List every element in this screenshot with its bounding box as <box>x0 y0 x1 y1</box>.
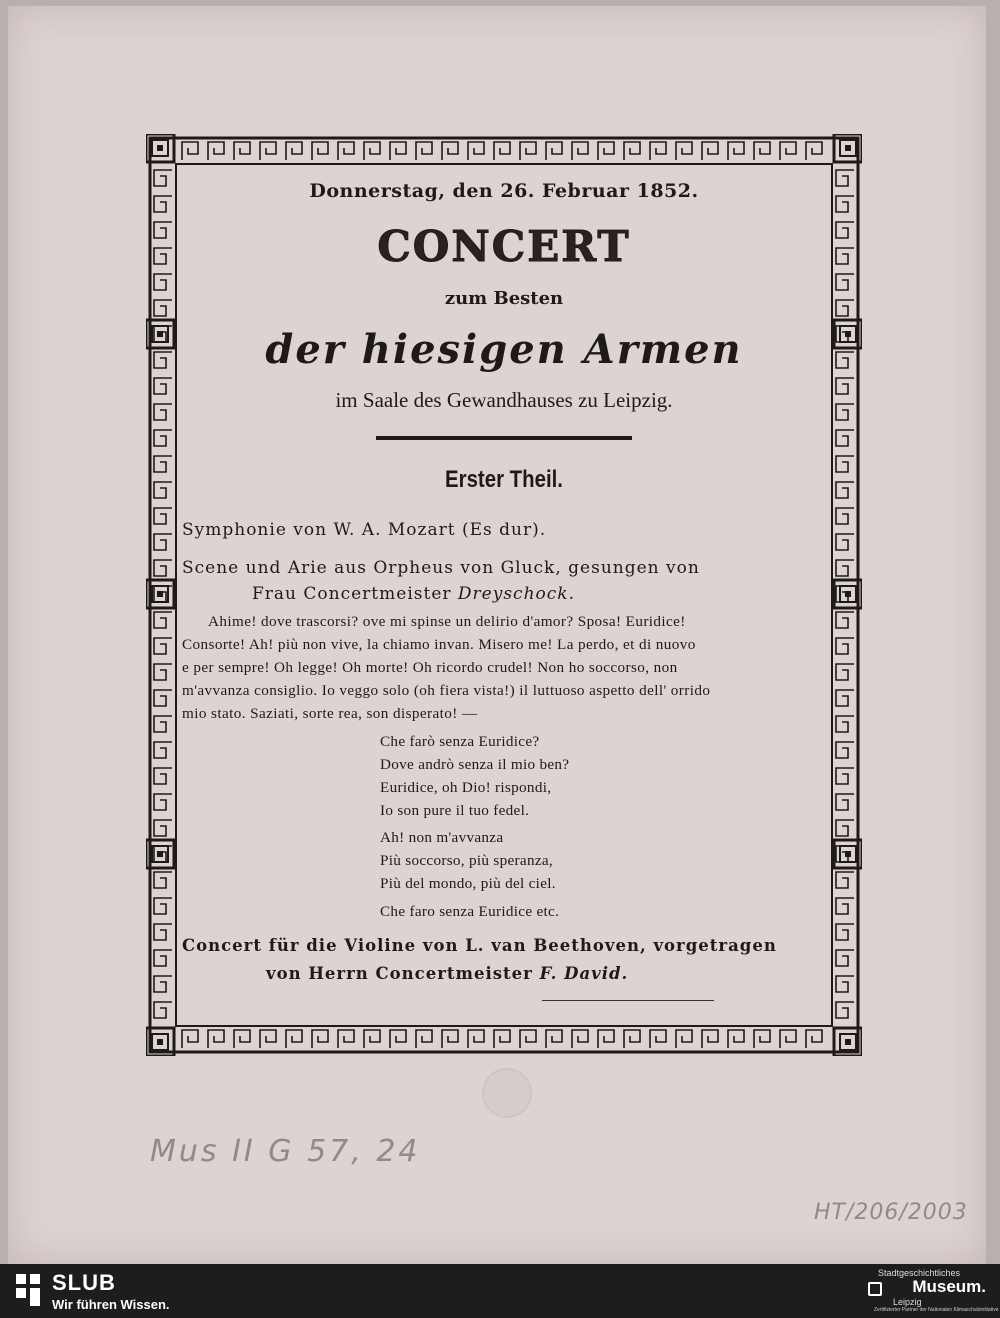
border-key-ornament <box>836 690 854 706</box>
border-key-ornament <box>208 1030 224 1048</box>
border-key-ornament <box>836 950 854 966</box>
border-key-ornament <box>234 142 250 160</box>
border-key-ornament <box>836 508 854 524</box>
border-key-ornament <box>836 456 854 472</box>
performer-name: Dreyschock. <box>457 584 575 604</box>
recitative-line: mio stato. Saziati, sorte rea, son disperato! — <box>182 705 478 722</box>
border-key-ornament <box>154 924 172 940</box>
border-key-ornament <box>546 142 562 160</box>
border-key-ornament <box>572 1030 588 1048</box>
border-key-ornament <box>836 898 854 914</box>
recitative-line: m'avvanza consiglio. Io veggo solo (oh fiera vista!) il luttuoso aspetto dell' orrido <box>182 682 711 699</box>
library-tagline: Wir führen Wissen. <box>52 1297 170 1312</box>
verse-line: Io son pure il tuo fedel. <box>380 802 530 819</box>
aria-verse-2 <box>380 826 556 895</box>
aria-verse-1 <box>380 730 569 822</box>
border-key-ornament <box>468 142 484 160</box>
border-key-ornament <box>234 1030 250 1048</box>
border-key-ornament <box>154 534 172 550</box>
border-key-ornament <box>650 142 666 160</box>
border-key-ornament <box>836 768 854 784</box>
border-key-ornament <box>154 716 172 732</box>
border-key-ornament <box>702 142 718 160</box>
border-key-ornament <box>546 1030 562 1048</box>
border-key-ornament <box>154 456 172 472</box>
border-key-ornament <box>836 872 854 888</box>
border-key-ornament <box>154 950 172 966</box>
library-name: SLUB <box>52 1270 116 1295</box>
border-key-ornament <box>154 664 172 680</box>
border-key-ornament <box>836 742 854 758</box>
border-key-ornament <box>702 1030 718 1048</box>
border-key-ornament <box>624 142 640 160</box>
border-key-ornament <box>312 142 328 160</box>
border-key-ornament <box>836 430 854 446</box>
recitative-line: Consorte! Ah! più non vive, la chiamo invan. Misero me! La perdo, et di nuovo <box>182 636 696 653</box>
border-key-ornament <box>154 898 172 914</box>
border-key-ornament <box>468 1030 484 1048</box>
border-key-ornament <box>154 508 172 524</box>
border-key-ornament <box>520 1030 536 1048</box>
border-key-ornament <box>154 742 172 758</box>
verse-line: Più soccorso, più speranza, <box>380 852 554 869</box>
border-key-ornament <box>754 1030 770 1048</box>
border-key-ornament <box>154 976 172 992</box>
border-key-ornament <box>598 142 614 160</box>
border-key-ornament <box>598 1030 614 1048</box>
border-key-ornament <box>728 142 744 160</box>
border-key-ornament <box>154 482 172 498</box>
border-key-ornament <box>260 142 276 160</box>
border-key-ornament <box>442 1030 458 1048</box>
border-key-ornament <box>154 794 172 810</box>
border-key-ornament <box>154 560 172 576</box>
museum-label: Stadtgeschichtliches <box>877 1268 960 1278</box>
border-key-ornament <box>836 638 854 654</box>
border-key-ornament <box>182 1030 198 1048</box>
border-key-ornament <box>416 142 432 160</box>
border-key-ornament <box>442 142 458 160</box>
museum-city: Leipzig <box>893 1297 922 1307</box>
border-key-ornament <box>676 1030 692 1048</box>
border-key-ornament <box>494 1030 510 1048</box>
border-key-ornament <box>676 142 692 160</box>
recipients-line: der hiesigen Armen <box>265 326 743 373</box>
library-stamp <box>482 1068 532 1118</box>
performer-name: F. David. <box>539 964 629 983</box>
poster-page <box>8 6 986 1264</box>
border-key-ornament <box>260 1030 276 1048</box>
short-divider <box>542 1000 714 1001</box>
aria-verse-3: Che faro senza Euridice etc. <box>380 903 560 920</box>
verse-line: Euridice, oh Dio! rispondi, <box>380 779 552 796</box>
shelfmark-annotation: Mus II G 57, 24 <box>150 1134 421 1169</box>
border-key-ornament <box>836 924 854 940</box>
border-key-ornament <box>154 430 172 446</box>
border-key-ornament <box>836 612 854 628</box>
program-item-aria-performer-line <box>252 584 575 604</box>
border-key-ornament <box>836 664 854 680</box>
border-key-ornament <box>780 1030 796 1048</box>
program-item-violin-concerto: Concert für die Violine von L. van Beethoven, vorgetragen <box>182 936 777 955</box>
border-key-ornament <box>154 1002 172 1018</box>
border-key-ornament <box>836 534 854 550</box>
border-key-ornament <box>154 768 172 784</box>
benefit-line: zum Besten <box>444 288 564 309</box>
border-key-ornament <box>806 1030 822 1048</box>
recitative-text <box>182 610 832 725</box>
border-key-ornament <box>154 820 172 836</box>
verse-line: Che farò senza Euridice? <box>380 733 540 750</box>
border-key-ornament <box>494 142 510 160</box>
viewer-footer <box>0 1264 1000 1318</box>
border-key-ornament <box>390 142 406 160</box>
border-key-ornament <box>836 1002 854 1018</box>
border-key-ornament <box>286 142 302 160</box>
museum-name: Museum. <box>912 1277 986 1296</box>
border-key-ornament <box>806 142 822 160</box>
program-item-aria: Scene und Arie aus Orpheus von Gluck, gesungen von <box>182 558 700 578</box>
border-key-ornament <box>728 1030 744 1048</box>
heavy-divider <box>376 436 632 440</box>
performer-prefix: von Herrn Concertmeister <box>266 964 540 983</box>
verse-line: Più del mondo, più del ciel. <box>380 875 556 892</box>
border-key-ornament <box>754 142 770 160</box>
border-key-ornament <box>286 1030 302 1048</box>
border-key-ornament <box>416 1030 432 1048</box>
border-key-ornament <box>780 142 796 160</box>
border-key-ornament <box>312 1030 328 1048</box>
recitative-line: e per sempre! Oh legge! Oh morte! Oh ricordo crudel! Non ho soccorso, non <box>182 659 678 676</box>
border-key-ornament <box>208 142 224 160</box>
inventory-annotation: HT/206/2003 <box>814 1200 968 1225</box>
part-heading: Erster Theil. <box>445 466 563 493</box>
border-key-ornament <box>364 1030 380 1048</box>
border-key-ornament <box>338 1030 354 1048</box>
border-key-ornament <box>364 142 380 160</box>
border-key-ornament <box>836 482 854 498</box>
border-key-ornament <box>836 820 854 836</box>
border-key-ornament <box>154 638 172 654</box>
border-key-ornament <box>154 872 172 888</box>
verse-line: Ah! non m'avvanza <box>380 829 504 846</box>
program-item-symphony: Symphonie von W. A. Mozart (Es dur). <box>182 520 547 540</box>
border-key-ornament <box>650 1030 666 1048</box>
program-item-violin-performer-line <box>266 964 628 983</box>
border-key-ornament <box>390 1030 406 1048</box>
venue-line: im Saale des Gewandhauses zu Leipzig. <box>335 388 673 412</box>
border-key-ornament <box>836 976 854 992</box>
border-key-ornament <box>182 142 198 160</box>
border-key-ornament <box>624 1030 640 1048</box>
slub-logo-icon <box>14 1272 44 1308</box>
performer-prefix: Frau Concertmeister <box>252 584 458 604</box>
concert-title: CONCERT <box>377 222 631 271</box>
border-key-ornament <box>154 690 172 706</box>
border-key-ornament <box>338 142 354 160</box>
verse-line: Dove andrò senza il mio ben? <box>380 756 570 773</box>
museum-certification: Zertifizierter Partner der Nationalen Klimaschutzinitiative <box>874 1307 999 1313</box>
border-key-ornament <box>836 716 854 732</box>
border-key-ornament <box>154 612 172 628</box>
concert-date: Donnerstag, den 26. Februar 1852. <box>309 180 699 202</box>
museum-logo-icon <box>868 1282 882 1296</box>
recitative-line: Ahime! dove trascorsi? ove mi spinse un delirio d'amor? Sposa! Euridice! <box>208 613 686 630</box>
border-key-ornament <box>572 142 588 160</box>
border-key-ornament <box>520 142 536 160</box>
border-key-ornament <box>836 560 854 576</box>
border-key-ornament <box>836 794 854 810</box>
